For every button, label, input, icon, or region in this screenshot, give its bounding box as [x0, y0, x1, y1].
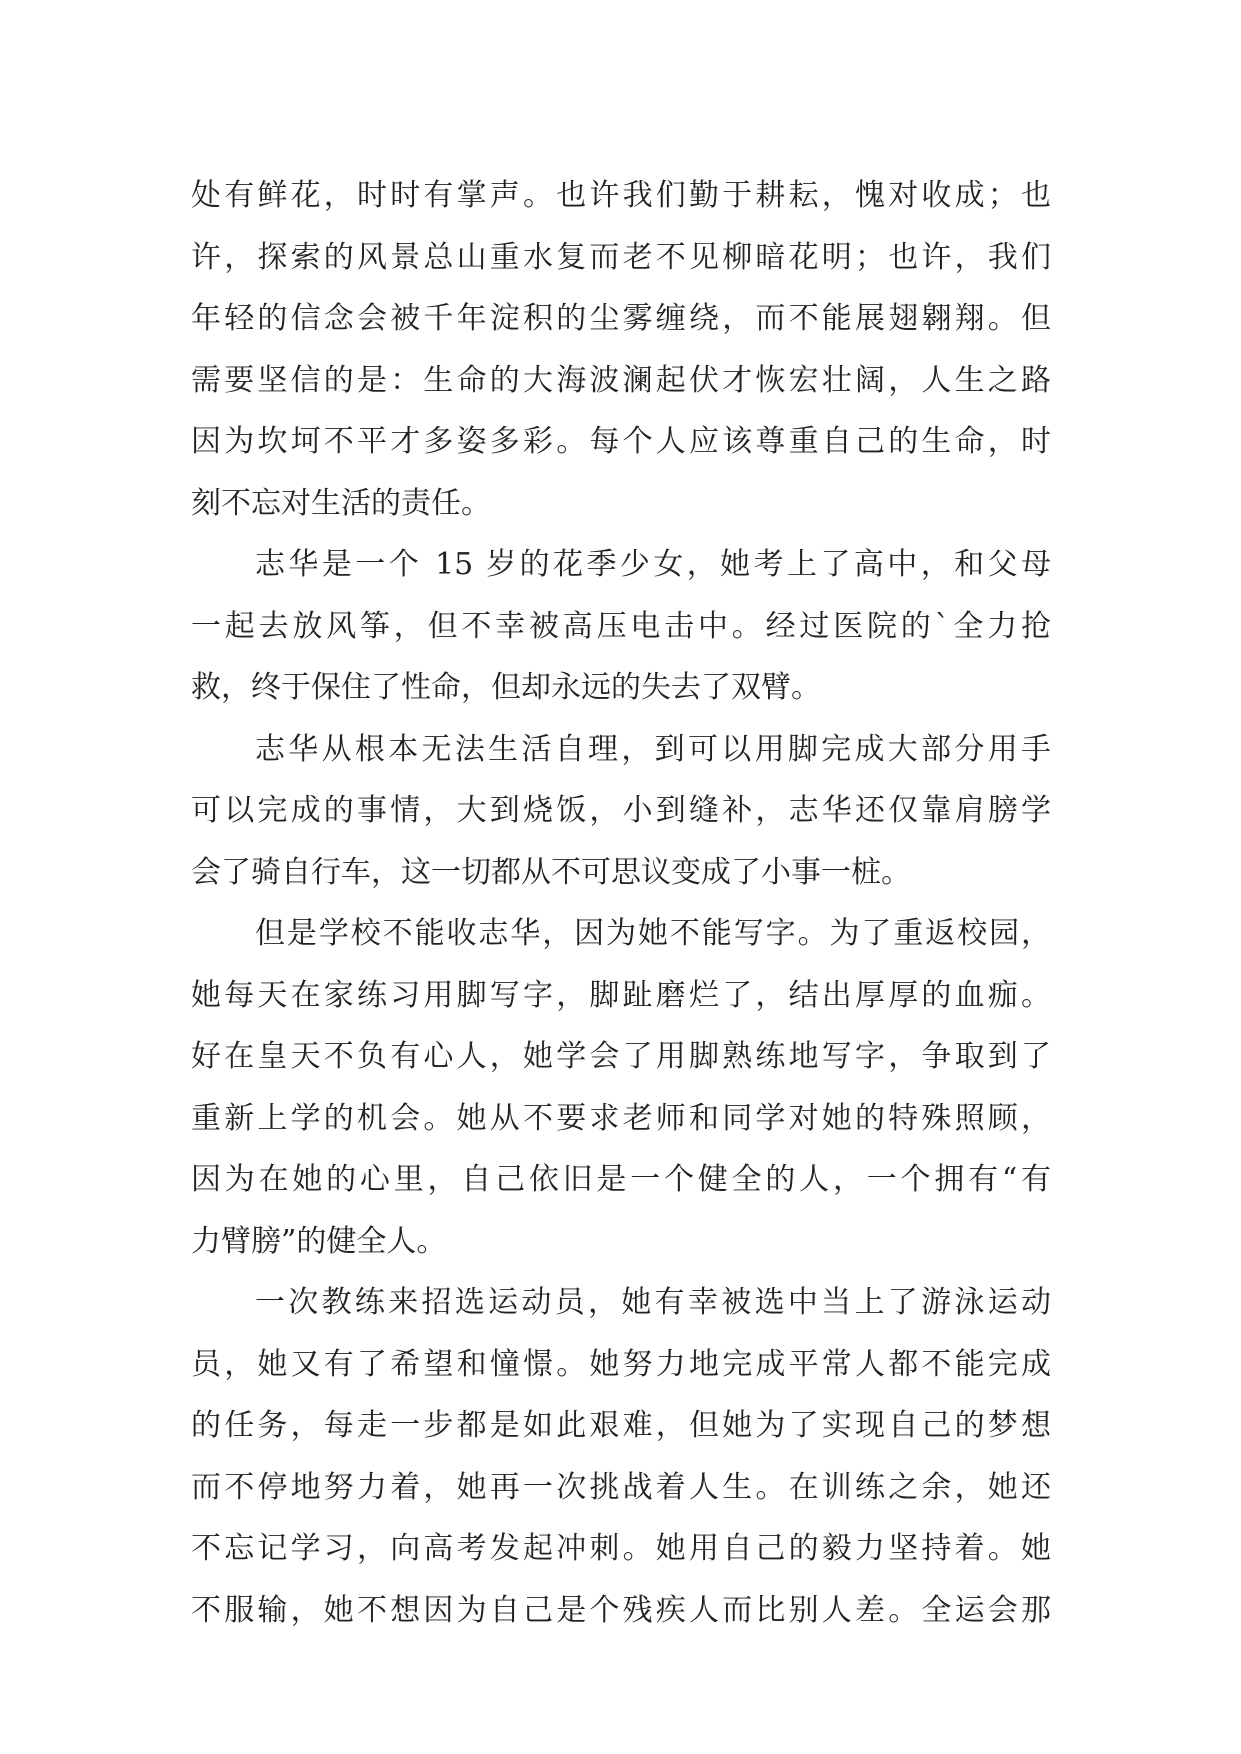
text-line: 处有鲜花，时时有掌声。也许我们勤于耕耘，愧对收成；也: [191, 178, 1051, 213]
paragraph-first-line: 志华从根本无法生活自理，到可以用脚完成大部分用手: [255, 731, 1051, 767]
text-line: 可以完成的事情，大到烧饭，小到缝补，志华还仅靠肩膀学: [191, 793, 1051, 828]
paragraph-first-line: 志华是一个 15 岁的花季少女，她考上了高中，和父母: [255, 547, 1051, 582]
text-line: 员，她又有了希望和憧憬。她努力地完成平常人都不能完成: [191, 1346, 1051, 1382]
text-line: 力臂膀”的健全人。: [191, 1223, 447, 1259]
text-line: 救，终于保住了性命，但却永远的失去了双臂。: [191, 670, 821, 705]
text-line: 不忘记学习，向高考发起冲刺。她用自己的毅力坚持着。她: [191, 1531, 1051, 1566]
body-text: [191, 165, 1051, 1641]
text-line: 会了骑自行车，这一切都从不可思议变成了小事一桩。: [191, 854, 911, 890]
text-line: 刻不忘对生活的责任。: [191, 485, 491, 521]
text-line: 一起去放风筝，但不幸被高压电击中。经过医院的`全力抢: [191, 608, 1051, 644]
text-line: 的任务，每走一步都是如此艰难，但她为了实现自己的梦想: [191, 1408, 1051, 1443]
paragraph-first-line: 但是学校不能收志华，因为她不能写字。为了重返校园，: [255, 916, 1051, 951]
text-line: 而不停地努力着，她再一次挑战着人生。在训练之余，她还: [191, 1469, 1051, 1505]
paragraph-first-line: 一次教练来招选运动员，她有幸被选中当上了游泳运动: [255, 1285, 1051, 1320]
text-line: 因为在她的心里，自己依旧是一个健全的人，一个拥有“有: [191, 1162, 1051, 1197]
text-line: 许，探索的风景总山重水复而老不见柳暗花明；也许，我们: [191, 239, 1051, 275]
text-line: 好在皇天不负有心人，她学会了用脚熟练地写字，争取到了: [191, 1039, 1051, 1074]
text-line: 需要坚信的是：生命的大海波澜起伏才恢宏壮阔，人生之路: [191, 362, 1051, 398]
text-line: 因为坎坷不平才多姿多彩。每个人应该尊重自己的生命，时: [191, 424, 1051, 459]
text-line: 重新上学的机会。她从不要求老师和同学对她的特殊照顾，: [191, 1100, 1051, 1136]
text-line: 不服输，她不想因为自己是个残疾人而比别人差。全运会那: [191, 1592, 1051, 1628]
text-line: 她每天在家练习用脚写字，脚趾磨烂了，结出厚厚的血痂。: [191, 977, 1051, 1013]
text-line: 年轻的信念会被千年淀积的尘雾缠绕，而不能展翅翱翔。但: [191, 301, 1051, 336]
